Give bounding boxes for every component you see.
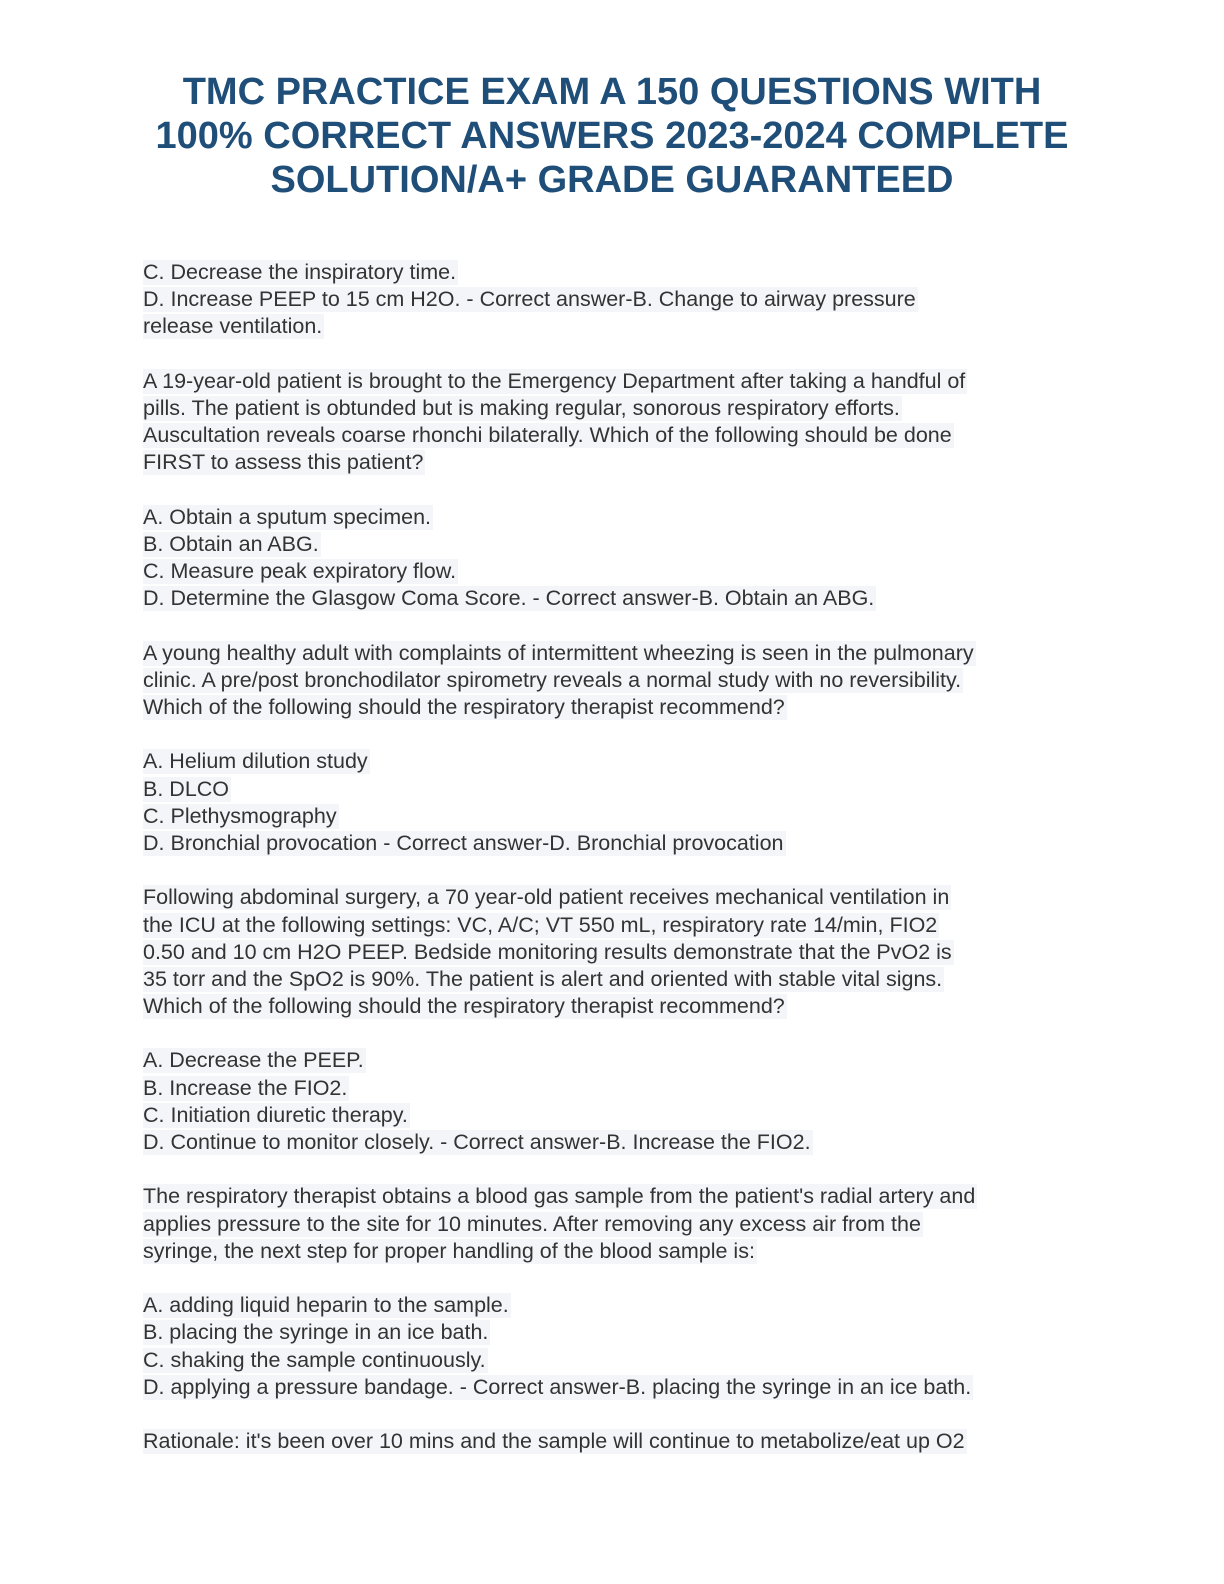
text-line bbox=[143, 531, 1088, 558]
paragraph-gap bbox=[143, 1156, 1088, 1183]
paragraph-gap bbox=[143, 721, 1088, 748]
text-line-content: clinic. A pre/post bronchodilator spirometry reveals a normal study with no reversibility. bbox=[143, 667, 962, 692]
text-line-content: C. Plethysmography bbox=[143, 803, 337, 828]
text-line bbox=[143, 1183, 1088, 1210]
text-line-content: syringe, the next step for proper handling of the blood sample is: bbox=[143, 1238, 755, 1263]
text-line-content: C. Measure peak expiratory flow. bbox=[143, 559, 457, 584]
title-line: 100% CORRECT ANSWERS 2023-2024 COMPLETE bbox=[155, 115, 1069, 157]
document-body bbox=[143, 259, 1088, 1455]
text-line-content: A. Decrease the PEEP. bbox=[143, 1048, 364, 1073]
text-line bbox=[143, 912, 1088, 939]
text-line bbox=[143, 1292, 1088, 1319]
text-line-content: B. Obtain an ABG. bbox=[143, 531, 319, 556]
text-line bbox=[143, 939, 1088, 966]
text-line-content: 0.50 and 10 cm H2O PEEP. Bedside monitoring results demonstrate that the PvO2 is bbox=[143, 939, 952, 964]
text-line bbox=[143, 1319, 1088, 1346]
text-line-content: B. placing the syringe in an ice bath. bbox=[143, 1320, 489, 1345]
text-line bbox=[143, 558, 1088, 585]
text-line bbox=[143, 776, 1088, 803]
paragraph-gap bbox=[143, 1265, 1088, 1292]
text-line-content: D. applying a pressure bandage. - Correct answer-B. placing the syringe in an ice bath. bbox=[143, 1374, 972, 1399]
paragraph-gap bbox=[143, 1401, 1088, 1428]
text-line bbox=[143, 395, 1088, 422]
paragraph-gap bbox=[143, 612, 1088, 639]
text-line bbox=[143, 640, 1088, 667]
paragraph-gap bbox=[143, 477, 1088, 504]
text-line-content: C. Initiation diuretic therapy. bbox=[143, 1102, 408, 1127]
text-line bbox=[143, 1374, 1088, 1401]
text-line bbox=[143, 694, 1088, 721]
title-line: TMC PRACTICE EXAM A 150 QUESTIONS WITH bbox=[182, 71, 1042, 113]
text-line bbox=[143, 667, 1088, 694]
text-line bbox=[143, 368, 1088, 395]
text-line bbox=[143, 1129, 1088, 1156]
text-line-content: C. Decrease the inspiratory time. bbox=[143, 260, 457, 284]
title-line: SOLUTION/A+ GRADE GUARANTEED bbox=[270, 159, 954, 201]
text-line-content: The respiratory therapist obtains a blood gas sample from the patient's radial artery and bbox=[143, 1184, 976, 1209]
text-line bbox=[143, 449, 1088, 476]
text-line bbox=[143, 1428, 1088, 1455]
text-line bbox=[143, 748, 1088, 775]
text-line-content: D. Determine the Glasgow Coma Score. - Correct answer-B. Obtain an ABG. bbox=[143, 586, 875, 611]
text-line-content: A 19-year-old patient is brought to the Emergency Department after taking a handful of bbox=[143, 368, 966, 393]
text-line-content: D. Bronchial provocation - Correct answer-D. Bronchial provocation bbox=[143, 830, 784, 855]
text-line bbox=[143, 1238, 1088, 1265]
text-line-content: Which of the following should the respiratory therapist recommend? bbox=[143, 695, 785, 719]
text-line bbox=[143, 1102, 1088, 1129]
text-line bbox=[143, 286, 1088, 313]
text-line-content: A young healthy adult with complaints of intermittent wheezing is seen in the pulmonary bbox=[143, 640, 974, 665]
text-line-content: release ventilation. bbox=[143, 314, 323, 339]
text-line-content: 35 torr and the SpO2 is 90%. The patient is alert and oriented with stable vital signs. bbox=[143, 966, 943, 991]
text-line-content: Following abdominal surgery, a 70 year-old patient receives mechanical ventilation in bbox=[143, 885, 950, 910]
text-line bbox=[143, 1347, 1088, 1374]
text-line-content: the ICU at the following settings: VC, A/C; VT 550 mL, respiratory rate 14/min, FIO2 bbox=[143, 912, 938, 937]
text-line bbox=[143, 966, 1088, 993]
text-line bbox=[143, 313, 1088, 340]
document-title bbox=[90, 70, 1134, 202]
text-line-content: C. shaking the sample continuously. bbox=[143, 1347, 486, 1372]
text-line-content: A. Helium dilution study bbox=[143, 749, 368, 774]
text-line-content: D. Increase PEEP to 15 cm H2O. - Correct answer-B. Change to airway pressure bbox=[143, 287, 916, 312]
text-line-content: A. Obtain a sputum specimen. bbox=[143, 504, 432, 529]
text-line bbox=[143, 1211, 1088, 1238]
text-line-content: pills. The patient is obtunded but is making regular, sonorous respiratory efforts. bbox=[143, 395, 900, 420]
text-line bbox=[143, 830, 1088, 857]
text-line-content: FIRST to assess this patient? bbox=[143, 450, 424, 475]
paragraph-gap bbox=[143, 857, 1088, 884]
text-line bbox=[143, 259, 1088, 286]
text-line bbox=[143, 1047, 1088, 1074]
text-line bbox=[143, 504, 1088, 531]
text-line-content: A. adding liquid heparin to the sample. bbox=[143, 1293, 509, 1318]
text-line bbox=[143, 585, 1088, 612]
paragraph-gap bbox=[143, 341, 1088, 368]
text-line bbox=[143, 803, 1088, 830]
text-line-content: applies pressure to the site for 10 minutes. After removing any excess air from the bbox=[143, 1211, 921, 1236]
text-line bbox=[143, 1075, 1088, 1102]
text-line bbox=[143, 884, 1088, 911]
paragraph-gap bbox=[143, 1020, 1088, 1047]
text-line-content: B. Increase the FIO2. bbox=[143, 1075, 348, 1100]
text-line-content: D. Continue to monitor closely. - Correct answer-B. Increase the FIO2. bbox=[143, 1130, 811, 1154]
text-line bbox=[143, 422, 1088, 449]
text-line bbox=[143, 993, 1088, 1020]
text-line-content: Rationale: it's been over 10 mins and the sample will continue to metabolize/eat up O2 bbox=[143, 1429, 965, 1454]
text-line-content: Auscultation reveals coarse rhonchi bilaterally. Which of the following should be done bbox=[143, 423, 952, 448]
text-line-content: B. DLCO bbox=[143, 776, 230, 801]
text-line-content: Which of the following should the respiratory therapist recommend? bbox=[143, 994, 785, 1019]
